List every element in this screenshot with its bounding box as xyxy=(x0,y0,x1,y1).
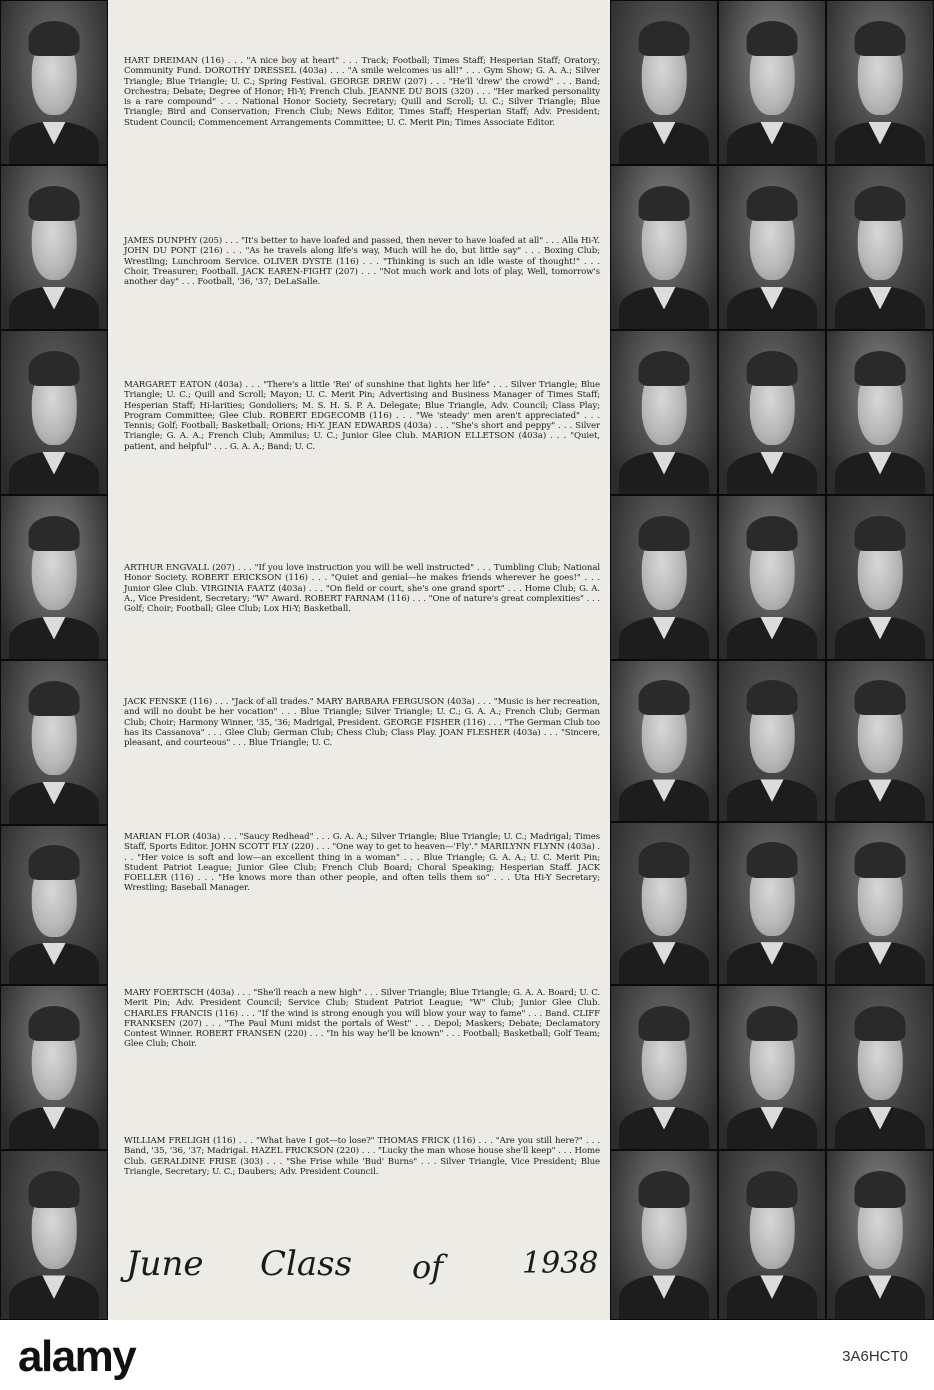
photo-hair xyxy=(855,1171,906,1208)
photo-hair xyxy=(29,845,80,880)
student-portrait-photo xyxy=(718,165,826,330)
student-portrait-photo xyxy=(826,0,934,165)
photo-hair xyxy=(29,351,80,387)
caption-word-class: Class xyxy=(260,1244,353,1284)
photo-hair xyxy=(855,516,906,552)
student-portrait-photo xyxy=(0,165,108,330)
entry-block-8: WILLIAM FRELIGH (116) . . . "What have I got—to lose?" THOMAS FRICK (116) . . . "Are you still here?" . . . Band, '35, '36, '37; Madrigal. HAZEL FRICKSON (220) . . . "Lucky the man whose house she'll keep" . . . Home Club. GERALDINE FRISE (303) . . . "She Frise while 'Bud' Burns" . . . Silver Triangle, Vice President; Blue Triangle, Secretary; U. C.; Daubers; Adv. President Council. xyxy=(124,1136,600,1177)
student-portrait-photo xyxy=(610,822,718,985)
photo-hair xyxy=(747,516,798,552)
photo-hair xyxy=(747,680,798,715)
photo-hair xyxy=(29,21,80,57)
entry-block-1: HART DREIMAN (116) . . . "A nice boy at heart" . . . Track; Football; Times Staff; Hesperian Staff; Oratory; Community Fund. DOROTHY DRESSEL (403a) . . . "A smile welcomes us all!" . . . Gym Show; G. A. A.; Silver Triangle; Blue Triangle; U. C.; Spring Festival. GEORGE DREW (207) . . . "He'll 'drew' the crowd" . . . Band; Orchestra; Debate; Degree of Honor; Hi-Y; French Club. JEANNE DU BOIS (320) . . . "Her marked personality is a rare compound" . . . National Honor Society, Secretary; Quill and Scroll; U. C.; Silver Triangle; Blue Triangle; Bird and Conservation; French Club; News Editor, Times Staff; Hesperian Staff; Adv. President; Student Council; Commencement Arrangements Committee; U. C. Merit Pin; Times Associate Editor. xyxy=(124,56,600,128)
student-portrait-photo xyxy=(610,1150,718,1320)
class-of-1938-caption xyxy=(124,1244,604,1304)
entry-block-3: MARGARET EATON (403a) . . . "There's a little 'Rei' of sunshine that lights her life" . . . Silver Triangle; Blue Triangle; U. C.; Quill and Scroll; Mayon; U. C. Merit Pin; Advertising and Business Manager of Times Staff; Hesperian Staff; Hi-larities; Gondoliers; M. S. H. S. P. A. Delegate; Blue Triangle, Adv. Council; Class Play; Program Committee; Glee Club. ROBERT EDGECOMB (116) . . . "We 'steady' men aren't appreciated" . . . Tennis; Golf; Football; Basketball; Orions; Hi-Y. JEAN EDWARDS (403a) . . . "She's short and peppy" . . . Silver Triangle; G. A. A.; French Club; Ammilus; U. C.; Junior Glee Club. MARION ELLETSON (403a) . . . "Quiet, patient, and helpful" . . . G. A. A.; Band; U. C. xyxy=(124,380,600,452)
student-portrait-photo xyxy=(610,985,718,1150)
student-portrait-photo xyxy=(826,660,934,822)
photo-hair xyxy=(747,186,798,222)
photo-hair xyxy=(639,351,690,387)
photo-hair xyxy=(639,21,690,57)
student-portrait-photo xyxy=(718,1150,826,1320)
photo-hair xyxy=(29,1171,80,1208)
student-portrait-photo xyxy=(0,660,108,825)
photo-hair xyxy=(855,21,906,57)
student-portrait-photo xyxy=(0,1150,108,1320)
photo-hair xyxy=(29,1006,80,1042)
entry-block-7: MARY FOERTSCH (403a) . . . "She'll reach a new high" . . . Silver Triangle; Blue Triangle; G. A. A. Board; U. C. Merit Pin; Adv. President Council; Service Club; Student Patriot League; "W" Club; Junior Glee Club. CHARLES FRANCIS (116) . . . "If the wind is strong enough you will blow your way to fame" . . . Band. CLIFF FRANKSEN (207) . . . "The Paul Muni midst the portals of West" . . . Depol; Maskers; Debate; Declamatory Contest Winner. ROBERT FRANSEN (220) . . . "In his way he'll be known" . . . Football; Basketball; Golf Team; Glee Club; Choir. xyxy=(124,988,600,1050)
student-portrait-photo xyxy=(718,660,826,822)
student-portrait-photo xyxy=(0,985,108,1150)
photo-hair xyxy=(639,186,690,222)
entry-block-4: ARTHUR ENGVALL (207) . . . "If you love instruction you will be well instructed" . . . Tumbling Club; National Honor Society. ROBERT ERICKSON (116) . . . "Quiet and genial—he makes friends wherever he goes!" . . . Junior Glee Club. VIRGINIA FAATZ (403a) . . . "On field or court, she's one grand sport" . . . Home Club; G. A. A., Vice President, Secretary; "W" Award. ROBERT FARNAM (116) . . . "One of nature's great complexities" . . . Golf; Choir; Football; Glee Club; Lox Hi-Y; Basketball. xyxy=(124,563,600,615)
student-portrait-photo xyxy=(0,0,108,165)
photo-hair xyxy=(855,842,906,877)
entry-block-2: JAMES DUNPHY (205) . . . "It's better to have loafed and passed, then never to have loafed at all" . . . Alla Hi-Y. JOHN DU PONT (216) . . . "As he travels along life's way, Much will he do, but little say" . . . Boxing Club; Wrestling; Lunchroom Service. OLIVER DYSTE (116) . . . "Thinking is such an idle waste of thought!" . . . Choir, Treasurer; Football. JACK EAREN-FIGHT (207) . . . "Not much work and lots of play, Well, tomorrow's another day" . . . Football, '36, '37; DeLaSalle. xyxy=(124,236,600,288)
photo-hair xyxy=(747,21,798,57)
student-portrait-photo xyxy=(826,495,934,660)
photo-hair xyxy=(747,1171,798,1208)
photo-hair xyxy=(29,681,80,717)
entry-block-5: JACK FENSKE (116) . . . "Jack of all trades." MARY BARBARA FERGUSON (403a) . . . "Music is her recreation, and will no doubt be her vocation" . . . Blue Triangle; Silver Triangle; U. C.; G. A. A.; French Club; German Club; Choir; Harmony Winner, '35, '36; Madrigal, President. GEORGE FISHER (116) . . . "The German Club too has its Cassanova" . . . Glee Club; German Club; Chess Club; Class Play. JOAN FLESHER (403a) . . . "Sincere, pleasant, and courteous" . . . Blue Triangle; U. C. xyxy=(124,697,600,749)
photo-hair xyxy=(29,516,80,552)
alamy-logo: alamy xyxy=(18,1332,136,1381)
student-portrait-photo xyxy=(610,495,718,660)
student-portrait-photo xyxy=(826,822,934,985)
caption-word-june: June xyxy=(126,1244,204,1284)
student-portrait-photo xyxy=(610,165,718,330)
student-portrait-photo xyxy=(718,0,826,165)
student-portrait-photo xyxy=(610,660,718,822)
photo-hair xyxy=(855,680,906,715)
caption-word-year: 1938 xyxy=(522,1246,599,1281)
student-portrait-photo xyxy=(0,495,108,660)
caption-word-of: of xyxy=(412,1248,444,1286)
entry-block-6: MARIAN FLOR (403a) . . . "Saucy Redhead" . . . G. A. A.; Silver Triangle; Blue Triangle; U. C.; Madrigal; Times Staff, Sports Editor. JOHN SCOTT FLY (220) . . . "One way to get to heaven—'Fly'." MARILYNN FLYNN (403a) . . . "Her voice is soft and low—an excellent thing in a woman" . . . Blue Triangle; G. A. A.; U. C. Merit Pin; Student Patriot League; Junior Glee Club; French Club Board; Choral Speaking; Hesperian Staff. JACK FOELLER (116) . . . "He knows more than other people, and often tells them so" . . . Uta Hi-Y Secretary; Wrestling; Baseball Manager. xyxy=(124,832,600,894)
text-area xyxy=(108,0,610,1320)
student-portrait-photo xyxy=(718,822,826,985)
photo-hair xyxy=(639,680,690,715)
student-portrait-photo xyxy=(826,165,934,330)
student-portrait-photo xyxy=(826,1150,934,1320)
student-portrait-photo xyxy=(826,985,934,1150)
photo-hair xyxy=(855,186,906,222)
photo-hair xyxy=(855,1006,906,1042)
photo-hair xyxy=(639,842,690,877)
student-portrait-photo xyxy=(718,495,826,660)
student-portrait-photo xyxy=(718,985,826,1150)
photo-hair xyxy=(639,1006,690,1042)
student-portrait-photo xyxy=(718,330,826,495)
student-portrait-photo xyxy=(610,330,718,495)
photo-hair xyxy=(855,351,906,387)
student-portrait-photo xyxy=(610,0,718,165)
photo-hair xyxy=(639,516,690,552)
photo-hair xyxy=(747,351,798,387)
student-portrait-photo xyxy=(0,825,108,985)
image-id: 3A6HCT0 xyxy=(842,1348,908,1365)
stock-credit-bar xyxy=(0,1320,934,1390)
photo-hair xyxy=(747,1006,798,1042)
photo-hair xyxy=(29,186,80,222)
student-portrait-photo xyxy=(826,330,934,495)
photo-hair xyxy=(639,1171,690,1208)
photo-hair xyxy=(747,842,798,877)
student-portrait-photo xyxy=(0,330,108,495)
